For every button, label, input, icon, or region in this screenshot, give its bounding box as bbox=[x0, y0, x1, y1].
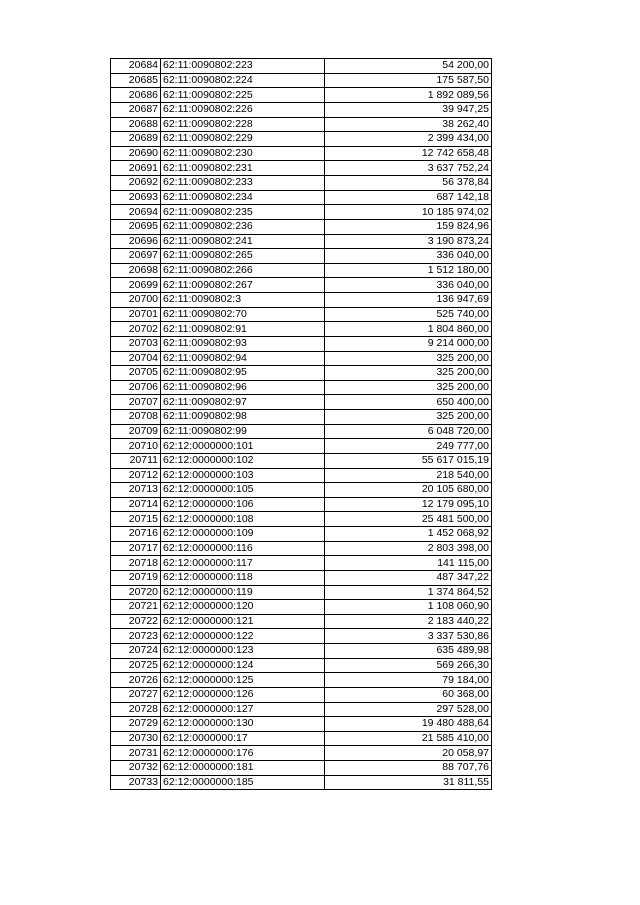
cadastral-number-cell: 62:11:0090802:236 bbox=[161, 219, 325, 234]
table-row bbox=[111, 132, 492, 147]
row-number-cell: 20697 bbox=[111, 249, 161, 264]
row-number-cell: 20707 bbox=[111, 395, 161, 410]
cadastral-number-cell: 62:12:0000000:17 bbox=[161, 731, 325, 746]
value-cell: 1 452 068,92 bbox=[325, 527, 492, 542]
row-number-cell: 20725 bbox=[111, 658, 161, 673]
cadastral-number-cell: 62:12:0000000:126 bbox=[161, 687, 325, 702]
table-row bbox=[111, 380, 492, 395]
value-cell: 1 108 060,90 bbox=[325, 600, 492, 615]
table-row bbox=[111, 702, 492, 717]
value-cell: 569 266,30 bbox=[325, 658, 492, 673]
table-row bbox=[111, 629, 492, 644]
row-number-cell: 20718 bbox=[111, 556, 161, 571]
table-row bbox=[111, 439, 492, 454]
cadastral-number-cell: 62:12:0000000:122 bbox=[161, 629, 325, 644]
row-number-cell: 20700 bbox=[111, 293, 161, 308]
value-cell: 19 480 488,64 bbox=[325, 717, 492, 732]
value-cell: 20 105 680,00 bbox=[325, 483, 492, 498]
cadastral-number-cell: 62:11:0090802:225 bbox=[161, 88, 325, 103]
cadastral-number-cell: 62:12:0000000:105 bbox=[161, 483, 325, 498]
row-number-cell: 20717 bbox=[111, 541, 161, 556]
value-cell: 2 803 398,00 bbox=[325, 541, 492, 556]
row-number-cell: 20728 bbox=[111, 702, 161, 717]
table-row bbox=[111, 395, 492, 410]
row-number-cell: 20721 bbox=[111, 600, 161, 615]
row-number-cell: 20694 bbox=[111, 205, 161, 220]
row-number-cell: 20695 bbox=[111, 219, 161, 234]
value-cell: 39 947,25 bbox=[325, 102, 492, 117]
value-cell: 136 947,69 bbox=[325, 293, 492, 308]
cadastral-number-cell: 62:12:0000000:120 bbox=[161, 600, 325, 615]
row-number-cell: 20701 bbox=[111, 307, 161, 322]
cadastral-number-cell: 62:11:0090802:99 bbox=[161, 424, 325, 439]
cadastral-number-cell: 62:11:0090802:241 bbox=[161, 234, 325, 249]
row-number-cell: 20714 bbox=[111, 497, 161, 512]
table-row bbox=[111, 468, 492, 483]
cadastral-number-cell: 62:11:0090802:226 bbox=[161, 102, 325, 117]
value-cell: 297 528,00 bbox=[325, 702, 492, 717]
table-row bbox=[111, 717, 492, 732]
row-number-cell: 20719 bbox=[111, 570, 161, 585]
value-cell: 249 777,00 bbox=[325, 439, 492, 454]
table-row bbox=[111, 556, 492, 571]
value-cell: 88 707,76 bbox=[325, 761, 492, 776]
row-number-cell: 20713 bbox=[111, 483, 161, 498]
row-number-cell: 20709 bbox=[111, 424, 161, 439]
table-row bbox=[111, 424, 492, 439]
value-cell: 141 115,00 bbox=[325, 556, 492, 571]
cadastral-number-cell: 62:11:0090802:233 bbox=[161, 176, 325, 191]
value-cell: 687 142,18 bbox=[325, 190, 492, 205]
row-number-cell: 20726 bbox=[111, 673, 161, 688]
table-row bbox=[111, 59, 492, 74]
cadastral-number-cell: 62:12:0000000:121 bbox=[161, 614, 325, 629]
value-cell: 635 489,98 bbox=[325, 644, 492, 659]
value-cell: 1 892 089,56 bbox=[325, 88, 492, 103]
table-row bbox=[111, 293, 492, 308]
cadastral-number-cell: 62:11:0090802:94 bbox=[161, 351, 325, 366]
row-number-cell: 20688 bbox=[111, 117, 161, 132]
table-row bbox=[111, 336, 492, 351]
cadastral-number-cell: 62:12:0000000:123 bbox=[161, 644, 325, 659]
row-number-cell: 20708 bbox=[111, 410, 161, 425]
row-number-cell: 20723 bbox=[111, 629, 161, 644]
value-cell: 56 378,84 bbox=[325, 176, 492, 191]
row-number-cell: 20715 bbox=[111, 512, 161, 527]
row-number-cell: 20685 bbox=[111, 73, 161, 88]
row-number-cell: 20731 bbox=[111, 746, 161, 761]
value-cell: 12 179 095,10 bbox=[325, 497, 492, 512]
cadastral-number-cell: 62:12:0000000:117 bbox=[161, 556, 325, 571]
cadastral-number-cell: 62:12:0000000:108 bbox=[161, 512, 325, 527]
value-cell: 525 740,00 bbox=[325, 307, 492, 322]
table-row bbox=[111, 263, 492, 278]
row-number-cell: 20710 bbox=[111, 439, 161, 454]
table-row bbox=[111, 322, 492, 337]
cadastral-number-cell: 62:11:0090802:265 bbox=[161, 249, 325, 264]
value-cell: 9 214 000,00 bbox=[325, 336, 492, 351]
table-row bbox=[111, 307, 492, 322]
row-number-cell: 20703 bbox=[111, 336, 161, 351]
cadastral-number-cell: 62:12:0000000:101 bbox=[161, 439, 325, 454]
cadastral-number-cell: 62:12:0000000:106 bbox=[161, 497, 325, 512]
value-cell: 12 742 658,48 bbox=[325, 146, 492, 161]
cadastral-number-cell: 62:11:0090802:224 bbox=[161, 73, 325, 88]
cadastral-number-cell: 62:11:0090802:96 bbox=[161, 380, 325, 395]
value-cell: 325 200,00 bbox=[325, 366, 492, 381]
row-number-cell: 20706 bbox=[111, 380, 161, 395]
value-cell: 2 399 434,00 bbox=[325, 132, 492, 147]
table-row bbox=[111, 497, 492, 512]
cadastral-number-cell: 62:11:0090802:229 bbox=[161, 132, 325, 147]
row-number-cell: 20729 bbox=[111, 717, 161, 732]
value-cell: 20 058,97 bbox=[325, 746, 492, 761]
row-number-cell: 20690 bbox=[111, 146, 161, 161]
row-number-cell: 20687 bbox=[111, 102, 161, 117]
cadastral-number-cell: 62:11:0090802:231 bbox=[161, 161, 325, 176]
row-number-cell: 20684 bbox=[111, 59, 161, 74]
value-cell: 1 804 860,00 bbox=[325, 322, 492, 337]
table-row bbox=[111, 453, 492, 468]
cadastral-number-cell: 62:11:0090802:234 bbox=[161, 190, 325, 205]
cadastral-number-cell: 62:11:0090802:97 bbox=[161, 395, 325, 410]
row-number-cell: 20704 bbox=[111, 351, 161, 366]
value-cell: 6 048 720,00 bbox=[325, 424, 492, 439]
table-row bbox=[111, 146, 492, 161]
value-cell: 325 200,00 bbox=[325, 380, 492, 395]
cadastral-number-cell: 62:11:0090802:266 bbox=[161, 263, 325, 278]
value-cell: 325 200,00 bbox=[325, 351, 492, 366]
value-cell: 336 040,00 bbox=[325, 278, 492, 293]
row-number-cell: 20691 bbox=[111, 161, 161, 176]
table-row bbox=[111, 205, 492, 220]
row-number-cell: 20689 bbox=[111, 132, 161, 147]
table-row bbox=[111, 775, 492, 790]
table-row bbox=[111, 410, 492, 425]
value-cell: 336 040,00 bbox=[325, 249, 492, 264]
row-number-cell: 20705 bbox=[111, 366, 161, 381]
cadastral-number-cell: 62:11:0090802:230 bbox=[161, 146, 325, 161]
table-row bbox=[111, 161, 492, 176]
table-row bbox=[111, 687, 492, 702]
cadastral-number-cell: 62:11:0090802:228 bbox=[161, 117, 325, 132]
table-row bbox=[111, 731, 492, 746]
row-number-cell: 20711 bbox=[111, 453, 161, 468]
row-number-cell: 20722 bbox=[111, 614, 161, 629]
cadastral-number-cell: 62:12:0000000:119 bbox=[161, 585, 325, 600]
cadastral-number-cell: 62:11:0090802:98 bbox=[161, 410, 325, 425]
table-row bbox=[111, 614, 492, 629]
cadastral-number-cell: 62:12:0000000:124 bbox=[161, 658, 325, 673]
table-row bbox=[111, 673, 492, 688]
table-row bbox=[111, 278, 492, 293]
row-number-cell: 20712 bbox=[111, 468, 161, 483]
cadastral-number-cell: 62:12:0000000:125 bbox=[161, 673, 325, 688]
row-number-cell: 20696 bbox=[111, 234, 161, 249]
row-number-cell: 20698 bbox=[111, 263, 161, 278]
table-row bbox=[111, 761, 492, 776]
table-row bbox=[111, 512, 492, 527]
cadastral-number-cell: 62:11:0090802:91 bbox=[161, 322, 325, 337]
row-number-cell: 20730 bbox=[111, 731, 161, 746]
table-row bbox=[111, 73, 492, 88]
cadastral-number-cell: 62:11:0090802:3 bbox=[161, 293, 325, 308]
value-cell: 25 481 500,00 bbox=[325, 512, 492, 527]
row-number-cell: 20733 bbox=[111, 775, 161, 790]
table-row bbox=[111, 527, 492, 542]
row-number-cell: 20692 bbox=[111, 176, 161, 191]
table-body bbox=[111, 59, 492, 790]
cadastral-number-cell: 62:11:0090802:93 bbox=[161, 336, 325, 351]
cadastral-number-cell: 62:11:0090802:267 bbox=[161, 278, 325, 293]
value-cell: 325 200,00 bbox=[325, 410, 492, 425]
row-number-cell: 20716 bbox=[111, 527, 161, 542]
table-row bbox=[111, 600, 492, 615]
value-cell: 1 512 180,00 bbox=[325, 263, 492, 278]
cadastral-number-cell: 62:12:0000000:176 bbox=[161, 746, 325, 761]
row-number-cell: 20686 bbox=[111, 88, 161, 103]
value-cell: 10 185 974,02 bbox=[325, 205, 492, 220]
table-row bbox=[111, 658, 492, 673]
value-cell: 218 540,00 bbox=[325, 468, 492, 483]
table-row bbox=[111, 234, 492, 249]
value-cell: 487 347,22 bbox=[325, 570, 492, 585]
row-number-cell: 20693 bbox=[111, 190, 161, 205]
value-cell: 79 184,00 bbox=[325, 673, 492, 688]
value-cell: 650 400,00 bbox=[325, 395, 492, 410]
value-cell: 1 374 864,52 bbox=[325, 585, 492, 600]
table-row bbox=[111, 190, 492, 205]
table-row bbox=[111, 351, 492, 366]
table-row bbox=[111, 644, 492, 659]
value-cell: 3 190 873,24 bbox=[325, 234, 492, 249]
value-cell: 55 617 015,19 bbox=[325, 453, 492, 468]
table-row bbox=[111, 102, 492, 117]
cadastral-number-cell: 62:12:0000000:116 bbox=[161, 541, 325, 556]
table-row bbox=[111, 483, 492, 498]
table-row bbox=[111, 88, 492, 103]
row-number-cell: 20732 bbox=[111, 761, 161, 776]
cadastral-number-cell: 62:12:0000000:102 bbox=[161, 453, 325, 468]
cadastral-number-cell: 62:12:0000000:130 bbox=[161, 717, 325, 732]
cadastral-number-cell: 62:12:0000000:109 bbox=[161, 527, 325, 542]
table-row bbox=[111, 176, 492, 191]
table-row bbox=[111, 117, 492, 132]
value-cell: 38 262,40 bbox=[325, 117, 492, 132]
value-cell: 175 587,50 bbox=[325, 73, 492, 88]
value-cell: 60 368,00 bbox=[325, 687, 492, 702]
cadastral-number-cell: 62:11:0090802:235 bbox=[161, 205, 325, 220]
table-row bbox=[111, 570, 492, 585]
cadastral-number-cell: 62:11:0090802:223 bbox=[161, 59, 325, 74]
value-cell: 3 337 530,86 bbox=[325, 629, 492, 644]
value-cell: 31 811,55 bbox=[325, 775, 492, 790]
value-cell: 54 200,00 bbox=[325, 59, 492, 74]
cadastral-value-table bbox=[110, 58, 492, 790]
row-number-cell: 20727 bbox=[111, 687, 161, 702]
value-cell: 3 637 752,24 bbox=[325, 161, 492, 176]
cadastral-number-cell: 62:11:0090802:95 bbox=[161, 366, 325, 381]
value-cell: 159 824,96 bbox=[325, 219, 492, 234]
cadastral-number-cell: 62:12:0000000:181 bbox=[161, 761, 325, 776]
value-cell: 21 585 410,00 bbox=[325, 731, 492, 746]
cadastral-number-cell: 62:12:0000000:185 bbox=[161, 775, 325, 790]
row-number-cell: 20702 bbox=[111, 322, 161, 337]
table-row bbox=[111, 541, 492, 556]
value-cell: 2 183 440,22 bbox=[325, 614, 492, 629]
table-row bbox=[111, 249, 492, 264]
cadastral-number-cell: 62:11:0090802:70 bbox=[161, 307, 325, 322]
table-row bbox=[111, 746, 492, 761]
table-row bbox=[111, 585, 492, 600]
cadastral-number-cell: 62:12:0000000:103 bbox=[161, 468, 325, 483]
table-row bbox=[111, 219, 492, 234]
cadastral-number-cell: 62:12:0000000:118 bbox=[161, 570, 325, 585]
row-number-cell: 20724 bbox=[111, 644, 161, 659]
table-row bbox=[111, 366, 492, 381]
row-number-cell: 20699 bbox=[111, 278, 161, 293]
cadastral-number-cell: 62:12:0000000:127 bbox=[161, 702, 325, 717]
row-number-cell: 20720 bbox=[111, 585, 161, 600]
